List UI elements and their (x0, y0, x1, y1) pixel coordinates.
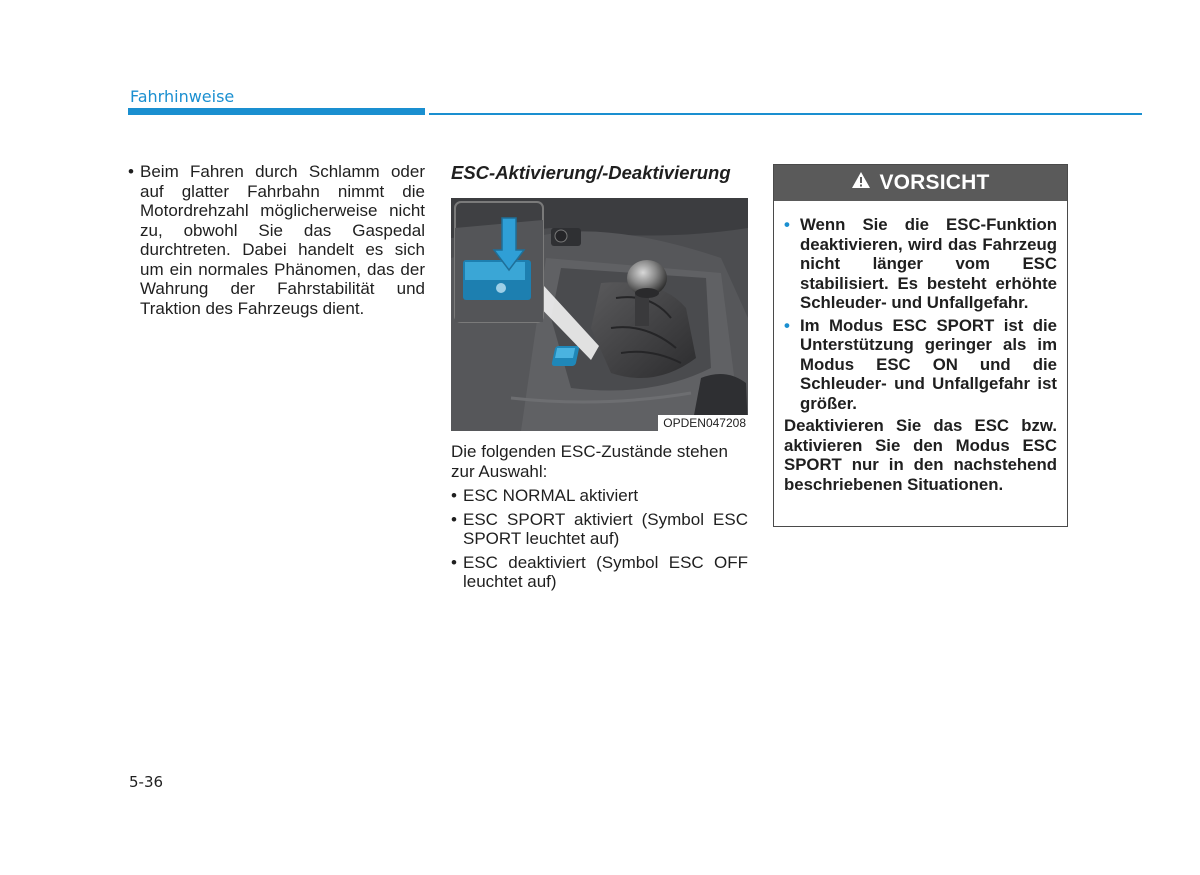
column-right (773, 164, 1070, 527)
warning-triangle-icon (851, 171, 871, 195)
caution-title: VORSICHT (879, 171, 990, 194)
header-rule-thin (429, 113, 1142, 115)
caution-footer-text: Deaktivieren Sie das ESC bzw. aktivieren Sie den Modus ESC SPORT nur in den nachstehend beschriebenen Situationen. (784, 416, 1057, 494)
left-bullet-list (128, 162, 425, 318)
section-title: Fahrhinweise (130, 87, 235, 106)
esc-switch-figure (451, 198, 748, 431)
list-item: • ESC deaktiviert (Symbol ESC OFF leuchtet auf) (451, 553, 748, 592)
gear-console-illustration (451, 198, 748, 431)
list-item: • Wenn Sie die ESC-Funktion deaktivieren, wird das Fahrzeug nicht länger vom ESC stabilisiert. Es besteht erhöhte Schleuder- und Unfallgefahr. (784, 215, 1057, 313)
esc-heading: ESC-Aktivierung/-Deaktivierung (451, 162, 731, 183)
header-rule-thick (128, 108, 425, 115)
caution-header (774, 165, 1067, 201)
list-item: • ESC NORMAL aktiviert (451, 486, 748, 506)
caution-list (784, 215, 1057, 413)
caution-body (774, 201, 1067, 494)
page-number: 5-36 (129, 773, 164, 791)
list-item: • Im Modus ESC SPORT ist die Unterstützung geringer als im Modus ESC ON und die Schleuder- und Unfallgefahr ist größer. (784, 316, 1057, 414)
caution-box (773, 164, 1068, 527)
list-item: • ESC SPORT aktiviert (Symbol ESC SPORT leuchtet auf) (451, 510, 748, 549)
list-item: • Beim Fahren durch Schlamm oder auf glatter Fahrbahn nimmt die Motordrehzahl möglicherweise nicht zu, obwohl Sie das Gaspedal durchtreten. Dabei handelt es sich um ein normales Phänomen, das der Wahrung der Fahrstabilität und Traktion des Fahrzeugs dient. (128, 162, 425, 318)
esc-intro: Die folgenden ESC-Zustände stehen zur Auswahl: (451, 442, 728, 481)
column-middle (451, 162, 748, 596)
column-left (128, 162, 425, 318)
figure-code: OPDEN047208 (658, 415, 748, 431)
esc-states-list (451, 486, 748, 592)
